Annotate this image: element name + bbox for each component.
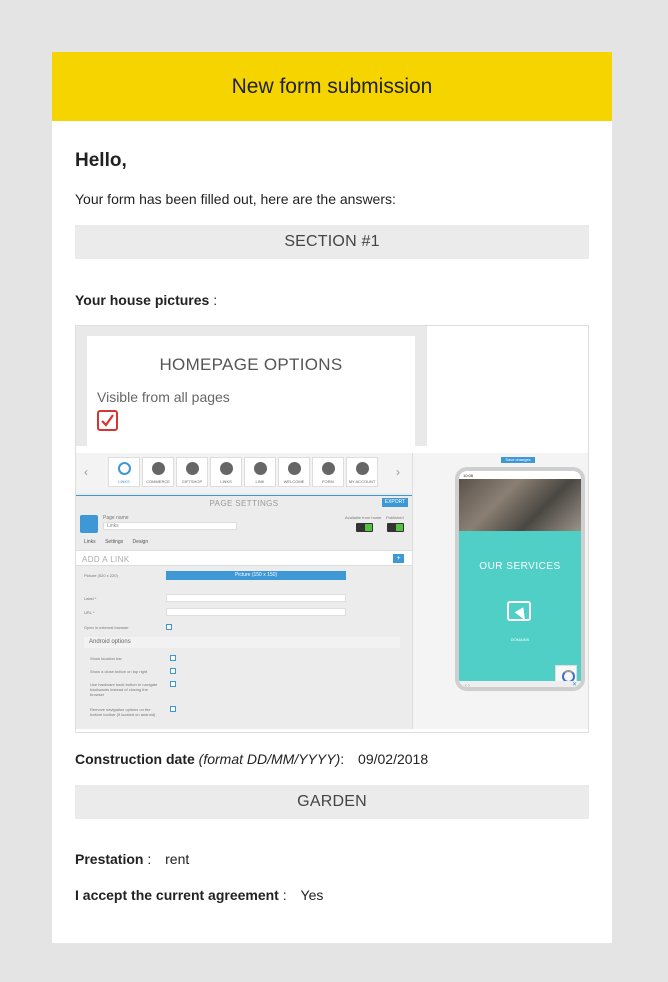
tile-label: MY ACCOUNT — [348, 479, 376, 484]
field-label: Prestation — [75, 851, 144, 867]
house-pictures-field — [75, 292, 217, 308]
checkbox — [170, 668, 176, 674]
chevron-left-icon: ‹ — [84, 465, 88, 479]
field-separator: : — [209, 292, 218, 308]
picture-button: Picture (150 x 150) — [166, 571, 346, 580]
subtab-links: Links — [84, 539, 96, 545]
available-toggle — [356, 523, 373, 532]
form-label: URL * — [84, 610, 95, 615]
phone-preview — [455, 467, 585, 691]
field-label: Construction date — [75, 751, 195, 767]
add-link-label: ADD A LINK — [82, 555, 130, 564]
page-name-input: Links — [103, 522, 237, 530]
greeting: Hello, — [75, 150, 127, 171]
url-input — [166, 608, 346, 616]
section-title: SECTION #1 — [284, 233, 380, 250]
house-picture-2[interactable] — [76, 453, 589, 729]
header-photo — [459, 479, 581, 531]
tile-label: COMMERCE — [146, 479, 170, 484]
homepage-options-panel — [87, 336, 415, 446]
homepage-options-title: HOMEPAGE OPTIONS — [159, 355, 343, 374]
export-button: EXPORT — [382, 498, 408, 507]
services-section — [459, 531, 581, 681]
field-value: Yes — [300, 887, 324, 903]
agreement-field — [75, 887, 323, 903]
form-label: Show location bar — [90, 656, 122, 661]
subtab-settings: Settings — [105, 539, 124, 545]
form-label: Picture (520 x 220) — [84, 573, 118, 578]
checkbox — [170, 681, 176, 687]
visible-label: Visible from all pages — [97, 389, 230, 405]
section-heading-2 — [75, 785, 589, 819]
form-label: Use hardware back button to navigate backwards instead of closing the browser — [90, 682, 158, 697]
page-settings-title: PAGE SETTINGS — [209, 499, 279, 508]
feature-tile — [142, 457, 174, 487]
tile-label: GIFTSHOP — [181, 479, 203, 484]
cursor-click-icon — [507, 601, 531, 621]
phone-status-bar: 10:08 — [463, 473, 474, 478]
account-icon — [356, 462, 369, 475]
phone-preview-area — [413, 453, 589, 729]
house-picture-1[interactable] — [76, 326, 427, 446]
page-name-label: Page name — [103, 515, 129, 521]
feature-tile — [346, 457, 378, 487]
checkbox-checked-icon — [97, 410, 118, 431]
tile-label: FORM — [322, 479, 334, 484]
feature-tile — [176, 457, 208, 487]
form-label: Open in external browser — [84, 625, 129, 630]
link-icon — [118, 462, 131, 475]
tile-label: WELCOME — [283, 479, 305, 484]
checkbox — [166, 624, 172, 630]
feature-tile — [312, 457, 344, 487]
editor-screenshot — [76, 453, 412, 729]
house-pictures-box — [75, 325, 589, 733]
feature-tile — [278, 457, 310, 487]
form-label: Show a close button on top right — [90, 669, 148, 674]
feature-tile — [210, 457, 242, 487]
checkbox — [170, 655, 176, 661]
feature-tabs-row — [76, 453, 412, 493]
phone-nav-bar: ‹ › — [459, 681, 581, 691]
field-value: 09/02/2018 — [358, 751, 429, 767]
field-label: I accept the current agreement — [75, 887, 279, 903]
link-icon — [254, 462, 267, 475]
section-heading-1 — [75, 225, 589, 259]
checkbox — [170, 706, 176, 712]
form-label: Remove navigation options on the bottom toolbar (if located on android) — [90, 707, 156, 717]
plus-icon: + — [393, 554, 404, 563]
subtabs — [84, 539, 156, 545]
feature-tile — [244, 457, 276, 487]
field-value: rent — [165, 851, 190, 867]
save-changes-button: Save changes — [501, 457, 535, 463]
add-link-row — [76, 550, 412, 566]
available-label: Available from home — [345, 515, 382, 520]
link-icon — [80, 515, 98, 533]
prestation-field — [75, 851, 189, 867]
construction-date-field — [75, 751, 428, 767]
published-toggle — [387, 523, 404, 532]
radio-icon — [186, 462, 199, 475]
link-icon — [220, 462, 233, 475]
cutlery-icon — [152, 462, 165, 475]
field-label: Your house pictures — [75, 292, 210, 308]
field-format-hint: (format DD/MM/YYYY) — [198, 751, 341, 767]
checkmark-icon — [99, 412, 116, 429]
tile-label: LINKS — [220, 479, 232, 484]
tile-label: LINK — [255, 479, 265, 484]
tile-label: LINKS — [118, 479, 130, 484]
intro-text: Your form has been filled out, here are the answers: — [75, 191, 396, 207]
field-separator: : — [143, 851, 152, 867]
email-header — [52, 52, 612, 121]
label-input — [166, 594, 346, 602]
services-title: OUR SERVICES — [479, 561, 561, 572]
home-indicator — [507, 688, 529, 691]
pirate-icon — [288, 462, 301, 475]
form-icon — [322, 462, 335, 475]
services-subtitle: DOMAINS — [510, 637, 530, 642]
subtab-design: Design — [132, 539, 149, 545]
chevron-right-icon: › — [396, 465, 400, 479]
close-icon: ✕ — [571, 682, 577, 688]
field-separator: : — [340, 751, 345, 767]
email-card — [52, 52, 612, 943]
feature-tile — [108, 457, 140, 487]
android-options-header: Android options — [84, 637, 400, 648]
section-title: GARDEN — [297, 793, 367, 810]
divider — [76, 495, 412, 496]
field-separator: : — [278, 887, 287, 903]
header-title: New form submission — [231, 74, 433, 98]
form-label: Label * — [84, 596, 97, 601]
published-label: Published — [386, 515, 404, 520]
